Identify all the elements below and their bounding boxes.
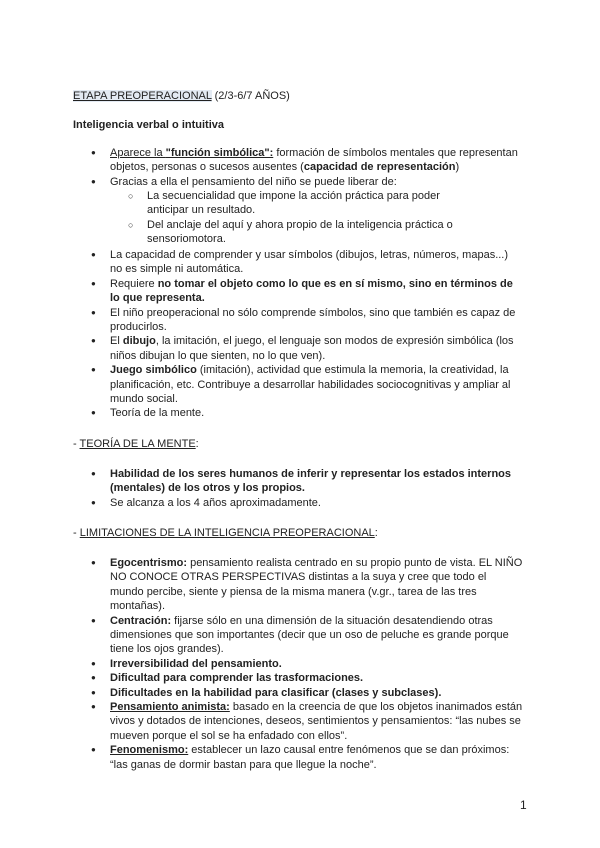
list-item: ● Pensamiento animista: basado en la creencia de que los objetos inanimados están vivos y dotados de intenciones, deseos, sentimientos y pensamientos: “las nubes se mueven porque el sol se ha enfadado con ellos”.	[73, 700, 523, 743]
symbol-list	[73, 248, 523, 421]
list-item: ● El niño preoperacional no sólo comprende símbolos, sino que también es capaz de producirlos.	[73, 306, 523, 335]
sublist-item: ○ La secuencialidad que impone la acción práctica para poder anticipar un resultado.	[110, 189, 470, 218]
page-number: 1	[520, 798, 527, 812]
list-item: ● Fenomenismo: establecer un lazo causal entre fenómenos que se dan próximos: “las ganas de dormir bastan para que llegue la noche”.	[73, 743, 523, 772]
list-item: ● Aparece la "función simbólica": formación de símbolos mentales que representan objetos, personas o sucesos ausentes (capacidad de representación)	[73, 146, 523, 175]
list-item: ● Se alcanza a los 4 años aproximadamente.	[73, 496, 523, 510]
list-item: ● Dificultades en la habilidad para clasificar (clases y subclases).	[73, 686, 523, 700]
liberation-sublist	[110, 189, 470, 247]
list-item: ● La capacidad de comprender y usar símbolos (dibujos, letras, números, mapas...) no es simple ni automática.	[73, 248, 523, 277]
section-limitations-title: - LIMITACIONES DE LA INTELIGENCIA PREOPERACIONAL:	[73, 527, 378, 539]
list-item: ● Irreversibilidad del pensamiento.	[73, 657, 523, 671]
list-item: ● Egocentrismo: pensamiento realista centrado en su propio punto de vista. EL NIÑO NO CONOCE OTRAS PERSPECTIVAS distintas a la suya y cree que todo el mundo percibe, siente y piensa de la misma manera (v.gr., tarea de las tres montañas).	[73, 556, 523, 614]
page-title	[73, 89, 290, 103]
title-age-range: (2/3-6/7 AÑOS)	[211, 90, 290, 102]
function-list	[73, 146, 523, 189]
limitations-list	[73, 556, 523, 772]
title-main: ETAPA PREOPERACIONAL	[73, 90, 212, 102]
sublist-item: ○ Del anclaje del aquí y ahora propio de la inteligencia práctica o sensoriomotora.	[110, 218, 470, 247]
list-item: ● Juego simbólico (imitación), actividad que estimula la memoria, la creatividad, la planificación, etc. Contribuye a desarrollar habilidades sociocognitivas y ampliar al mundo social.	[73, 363, 523, 406]
section-theory-of-mind-title: - TEORÍA DE LA MENTE:	[73, 438, 199, 450]
list-item: ● Centración: fijarse sólo en una dimensión de la situación desatendiendo otras dimensiones que son importantes (decir que un oso de peluche es grande porque tiene los ojos grandes).	[73, 614, 523, 657]
list-item: ● Teoría de la mente.	[73, 406, 523, 420]
list-item: ● El dibujo, la imitación, el juego, el lenguaje son modos de expresión simbólica (los niños dibujan lo que sienten, no lo que ven).	[73, 334, 523, 363]
list-item: ● Gracias a ella el pensamiento del niño se puede liberar de:	[73, 175, 523, 189]
list-item: ● Requiere no tomar el objeto como lo que es en sí mismo, sino en términos de lo que representa.	[73, 277, 523, 306]
theory-of-mind-list	[73, 467, 523, 510]
list-item: ● Habilidad de los seres humanos de inferir y representar los estados internos (mentales) de los otros y los propios.	[73, 467, 523, 496]
section-heading: Inteligencia verbal o intuitiva	[73, 119, 224, 131]
list-item: ● Dificultad para comprender las trasformaciones.	[73, 671, 523, 685]
